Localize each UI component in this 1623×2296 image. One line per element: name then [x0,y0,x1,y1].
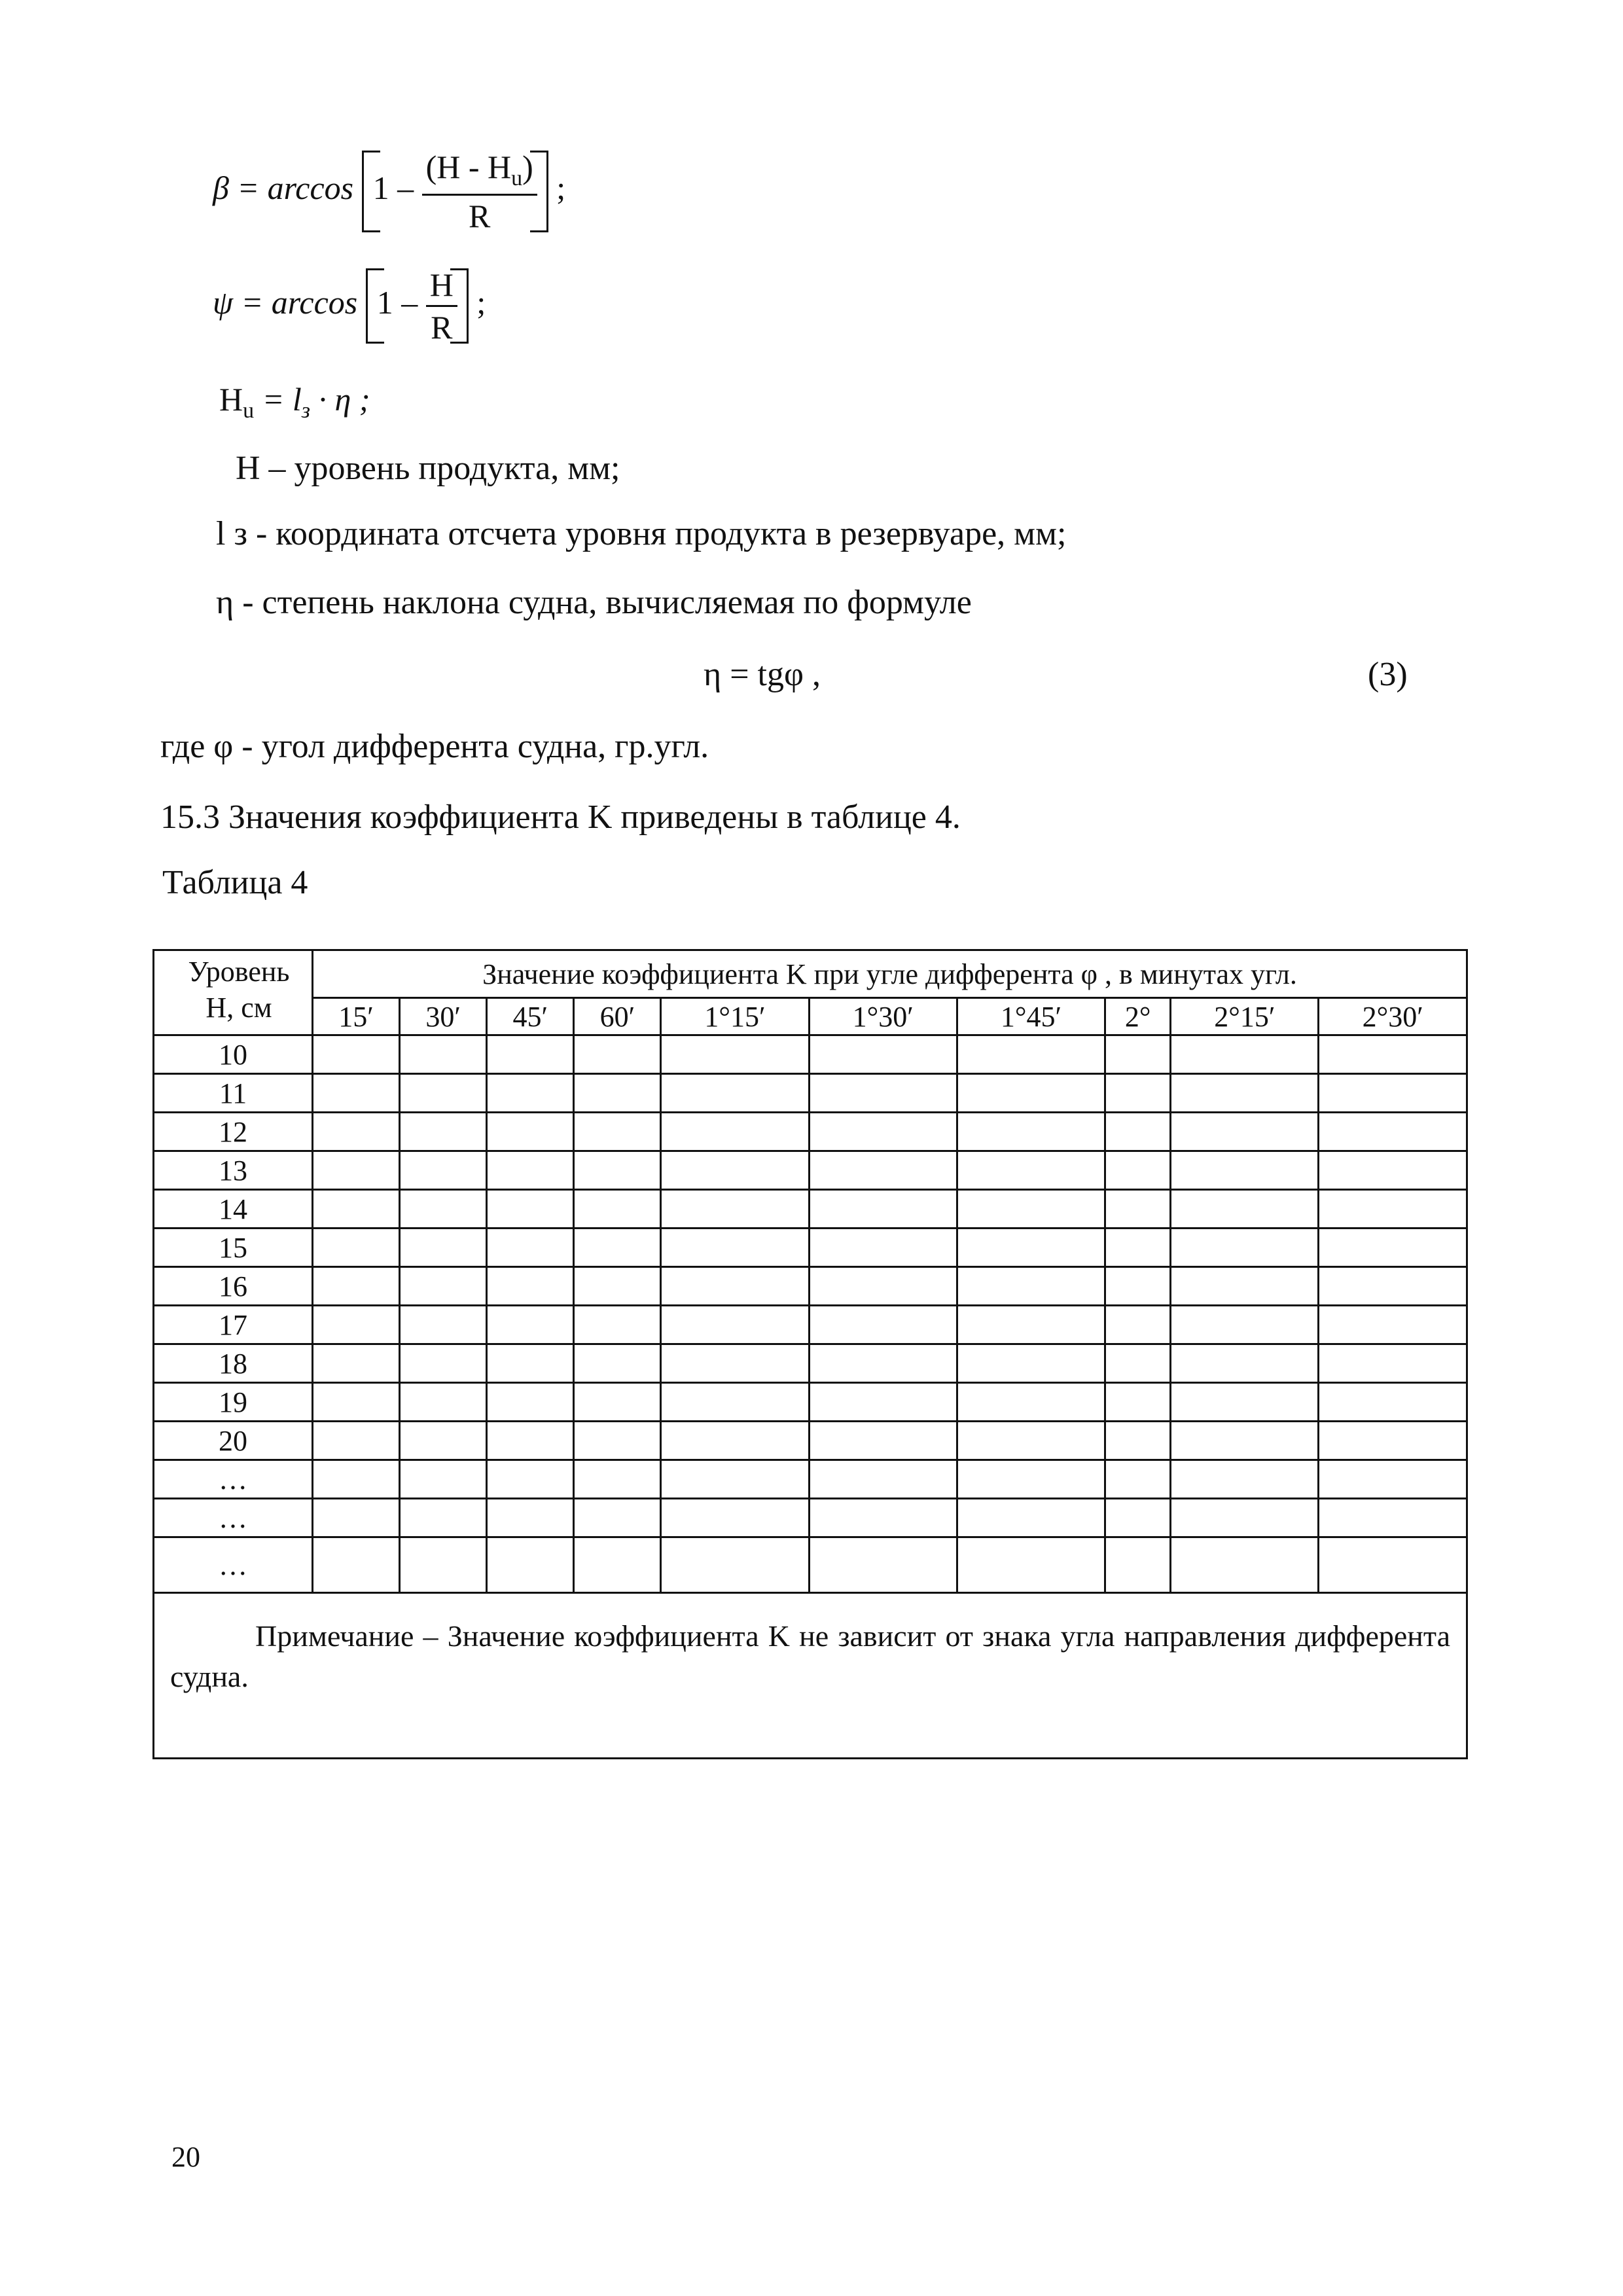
value-cell [809,1113,957,1151]
table-row [154,1422,1467,1460]
table-title: Таблица 4 [162,864,308,901]
value-cell [313,1267,400,1306]
value-cell [1319,1035,1467,1074]
value-cell [1105,1267,1171,1306]
value-cell [661,1190,809,1229]
value-cell [487,1422,574,1460]
level-cell: 14 [154,1190,313,1229]
value-cell [1171,1383,1319,1422]
value-cell [661,1113,809,1151]
value-cell [809,1151,957,1190]
level-cell: 16 [154,1267,313,1306]
value-cell [1105,1383,1171,1422]
value-cell [1171,1499,1319,1537]
value-cell [400,1383,487,1422]
value-cell [1319,1422,1467,1460]
value-cell [661,1499,809,1537]
value-cell [400,1344,487,1383]
table-row [154,1267,1467,1306]
value-cell [661,1267,809,1306]
value-cell [1105,1113,1171,1151]
angle-header: 15′ [313,998,400,1035]
level-cell: … [154,1537,313,1593]
beta-lhs: β = arccos [213,169,354,206]
value-cell [809,1344,957,1383]
value-cell [313,1537,400,1593]
value-cell [957,1344,1105,1383]
value-cell [574,1306,661,1344]
angle-header: 1°45′ [957,998,1105,1035]
angle-header: 2°15′ [1171,998,1319,1035]
value-cell [574,1537,661,1593]
page-number: 20 [171,2141,200,2173]
value-cell [313,1422,400,1460]
value-cell [313,1344,400,1383]
value-cell [661,1422,809,1460]
value-cell [957,1460,1105,1499]
where-line: где φ - угол дифферента судна, гр.угл. [160,728,709,765]
value-cell [1319,1229,1467,1267]
table-row [154,1460,1467,1499]
value-cell [1105,1344,1171,1383]
value-cell [1105,1537,1171,1593]
value-cell [661,1229,809,1267]
value-cell [661,1537,809,1593]
table-note-row [154,1593,1467,1759]
value-cell [1171,1113,1319,1151]
value-cell [313,1383,400,1422]
definition-eta: η - степень наклона судна, вычисляемая по формуле [216,584,972,621]
value-cell [400,1229,487,1267]
value-cell [1171,1074,1319,1113]
value-cell [809,1229,957,1267]
equation-3: η = tgφ , [704,656,821,693]
value-cell [809,1537,957,1593]
value-cell [809,1267,957,1306]
value-cell [1171,1229,1319,1267]
value-cell [957,1306,1105,1344]
value-cell [957,1383,1105,1422]
definition-l3: l з - координата отсчета уровня продукта в резервуаре, мм; [216,515,1067,552]
value-cell [574,1151,661,1190]
level-cell: 15 [154,1229,313,1267]
value-cell [487,1035,574,1074]
value-cell [574,1499,661,1537]
table-row [154,1344,1467,1383]
definition-h: H – уровень продукта, мм; [236,450,620,487]
value-cell [1105,1190,1171,1229]
value-cell [574,1035,661,1074]
value-cell [1319,1537,1467,1593]
section-15-3: 15.3 Значения коэффициента K приведены в таблице 4. [160,798,961,836]
level-cell: 12 [154,1113,313,1151]
value-cell [1105,1460,1171,1499]
value-cell [1319,1344,1467,1383]
value-cell [400,1537,487,1593]
value-cell [1105,1035,1171,1074]
table-row [154,1190,1467,1229]
beta-numerator: $(H - H_u)$ [422,151,537,196]
value-cell [957,1267,1105,1306]
level-cell: 18 [154,1344,313,1383]
value-cell [1105,1151,1171,1190]
value-cell [661,1306,809,1344]
value-cell [313,1190,400,1229]
beta-one: 1 – [372,169,414,206]
table-row [154,1229,1467,1267]
value-cell [809,1422,957,1460]
value-cell [1319,1190,1467,1229]
table-body [154,1035,1467,1593]
psi-lhs: ψ = arccos [213,283,358,321]
value-cell [957,1190,1105,1229]
value-cell [487,1344,574,1383]
value-cell [487,1537,574,1593]
beta-denominator: R [469,198,491,234]
value-cell [400,1074,487,1113]
value-cell [661,1460,809,1499]
value-cell [957,1151,1105,1190]
value-cell [1171,1537,1319,1593]
value-cell [574,1422,661,1460]
value-cell [574,1113,661,1151]
value-cell [1171,1306,1319,1344]
value-cell [313,1306,400,1344]
angle-header: 1°30′ [809,998,957,1035]
value-cell [957,1422,1105,1460]
value-cell [487,1383,574,1422]
value-cell [1171,1460,1319,1499]
level-cell: 20 [154,1422,313,1460]
psi-one: 1 – [376,283,418,321]
value-cell [957,1537,1105,1593]
table-note: Примечание – Значение коэффициента K не зависит от знака угла направления дифферента судна. [154,1593,1467,1759]
table-row [154,1383,1467,1422]
value-cell [400,1190,487,1229]
value-cell [809,1306,957,1344]
value-cell [1319,1306,1467,1344]
value-cell [574,1460,661,1499]
value-cell [487,1229,574,1267]
angle-header: 60′ [574,998,661,1035]
value-cell [487,1074,574,1113]
value-cell [1319,1113,1467,1151]
formula-beta [213,151,565,232]
psi-numerator: H [426,268,457,307]
value-cell [809,1074,957,1113]
value-cell [1105,1499,1171,1537]
value-cell [957,1499,1105,1537]
value-cell [1171,1267,1319,1306]
value-cell [1171,1151,1319,1190]
value-cell [400,1422,487,1460]
value-cell [574,1229,661,1267]
value-cell [400,1306,487,1344]
angle-header: 1°15′ [661,998,809,1035]
value-cell [661,1344,809,1383]
value-cell [400,1035,487,1074]
value-cell [487,1113,574,1151]
value-cell [809,1383,957,1422]
value-cell [1105,1306,1171,1344]
value-cell [313,1151,400,1190]
value-cell [400,1460,487,1499]
value-cell [1319,1151,1467,1190]
level-cell: … [154,1460,313,1499]
group-header: Значение коэффициента K при угле дифферента φ , в минутах угл. [313,950,1467,998]
value-cell [574,1344,661,1383]
level-cell: 10 [154,1035,313,1074]
beta-bracket [362,151,548,232]
value-cell [574,1190,661,1229]
value-cell [1171,1422,1319,1460]
coefficient-table [152,949,1468,1759]
value-cell [400,1499,487,1537]
value-cell [957,1229,1105,1267]
beta-tail: ; [556,169,566,206]
value-cell [1171,1344,1319,1383]
value-cell [313,1460,400,1499]
level-cell: 17 [154,1306,313,1344]
equation-number: (3) [1368,656,1408,693]
value-cell [313,1074,400,1113]
level-cell: 11 [154,1074,313,1113]
value-cell [1319,1499,1467,1537]
corner-header: Уровень H, см [154,950,313,1035]
value-cell [1319,1074,1467,1113]
value-cell [957,1035,1105,1074]
angle-header: 30′ [400,998,487,1035]
table-row [154,1537,1467,1593]
table-row [154,1151,1467,1190]
value-cell [313,1035,400,1074]
table-row [154,1113,1467,1151]
angle-header: 2° [1105,998,1171,1035]
value-cell [400,1151,487,1190]
value-cell [661,1035,809,1074]
value-cell [809,1499,957,1537]
value-cell [487,1306,574,1344]
psi-denominator: R [431,309,453,346]
value-cell [809,1190,957,1229]
value-cell [313,1113,400,1151]
psi-tail: ; [476,283,486,321]
value-cell [574,1074,661,1113]
angle-header: 2°30′ [1319,998,1467,1035]
formula-psi [213,268,486,344]
value-cell [809,1460,957,1499]
value-cell [313,1229,400,1267]
angle-header-row [154,998,1467,1035]
level-cell: 13 [154,1151,313,1190]
beta-fraction [422,151,537,232]
value-cell [487,1460,574,1499]
value-cell [487,1151,574,1190]
value-cell [1105,1422,1171,1460]
value-cell [1105,1074,1171,1113]
value-cell [487,1190,574,1229]
table-row [154,1035,1467,1074]
level-cell: … [154,1499,313,1537]
value-cell [661,1383,809,1422]
value-cell [957,1074,1105,1113]
value-cell [809,1035,957,1074]
value-cell [661,1151,809,1190]
value-cell [957,1113,1105,1151]
value-cell [1319,1267,1467,1306]
value-cell [313,1499,400,1537]
value-cell [1319,1460,1467,1499]
formula-hu: $H_u = l_з \cdot \eta$ ; [219,381,370,423]
value-cell [1105,1229,1171,1267]
angle-header: 45′ [487,998,574,1035]
value-cell [1171,1190,1319,1229]
value-cell [400,1113,487,1151]
table-header-row [154,950,1467,998]
psi-bracket [366,268,469,344]
level-cell: 19 [154,1383,313,1422]
psi-fraction [426,268,457,344]
value-cell [400,1267,487,1306]
value-cell [1319,1383,1467,1422]
value-cell [661,1074,809,1113]
table-row [154,1074,1467,1113]
value-cell [487,1499,574,1537]
table-row [154,1499,1467,1537]
value-cell [487,1267,574,1306]
value-cell [574,1267,661,1306]
table-row [154,1306,1467,1344]
value-cell [1171,1035,1319,1074]
value-cell [574,1383,661,1422]
